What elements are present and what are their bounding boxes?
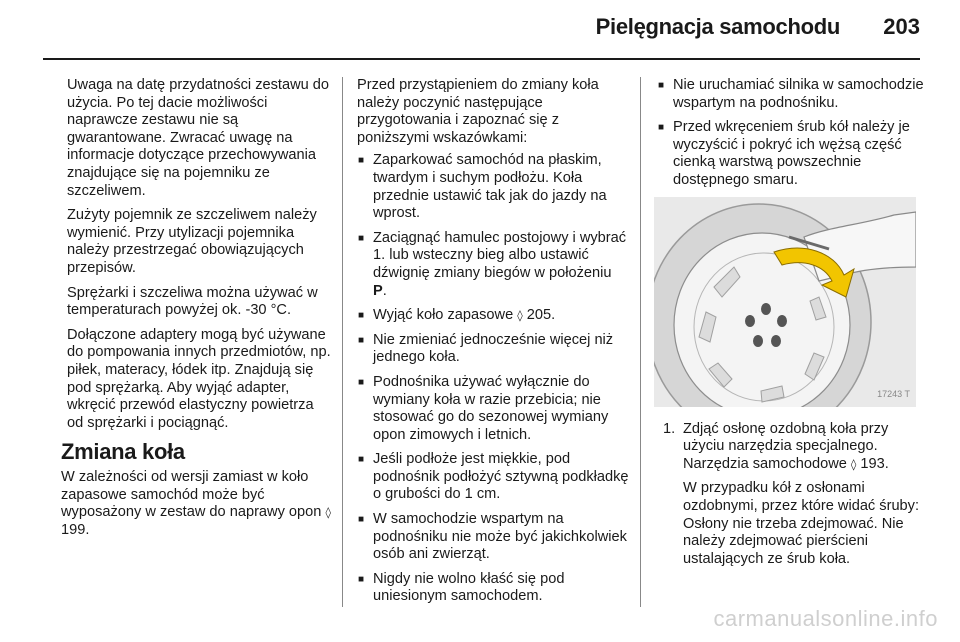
step-text: Zdjąć osłonę ozdobną koła przy użyciu narzędzia specjalnego. Narzędzia samochodowe <box>683 420 889 472</box>
preparation-list <box>357 152 629 606</box>
list-item-text: Przed wkręceniem śrub kół należy je wyczyścić i pokryć ich wężsą część cienką warstwą powszechnie dostępnego smaru. <box>673 119 910 188</box>
intro-paragraph: Przed przystąpieniem do zmiany koła należy poczynić następujące przygotowania i zapoznać się z poniższymi wskazówkami: <box>357 77 599 146</box>
step-paragraph <box>683 421 929 474</box>
gear-suffix: . <box>382 282 387 299</box>
paragraph: Uwaga na datę przydatności zestawu do użycia. Po tej dacie możliwości naprawcze zestawu nie są gwarantowane. Zwracać uwagę na informacje dotyczące przechowywania znajdujące się na pojemniku ze szczeliwem. <box>67 77 330 199</box>
list-item <box>357 511 629 564</box>
column-1 <box>61 77 333 547</box>
list-item-text: Podnośnika używać wyłącznie do wymiany koła w razie przebicia; nie stosować go do sezonowej wymiany opon zimowych i letnich. <box>373 373 609 443</box>
list-item-text: Zaparkować samochód na płaskim, twardym i suchym podłożu. Koła przednie ustawić tak jak do jazdy na wprost. <box>373 152 607 222</box>
section-text: W zależności od wersji zamiast w koło zapasowe samochód może być wyposażony w zestaw do naprawy opon <box>61 469 322 521</box>
list-item <box>357 230 629 300</box>
list-item <box>657 119 929 189</box>
list-item-text: Zaciągnąć hamulec postojowy i wybrać 1. lub wsteczny bieg albo ustawić dźwignię zmiany biegów w położeniu <box>373 229 627 281</box>
list-item <box>357 451 629 504</box>
wheel-cover-illustration <box>654 197 916 407</box>
header-divider <box>43 58 920 60</box>
list-item-text: Wyjąć koło zapasowe <box>373 307 514 324</box>
step-note: W przypadku kół z osłonami ozdobnymi, przez które widać śruby: Osłony nie trzeba zdejmować. Nie należy zdejmować pierścieni ustalających ze śrub koła. <box>683 480 920 567</box>
page-reference-link[interactable]: 205. <box>526 307 556 324</box>
list-item <box>357 307 629 325</box>
page-reference-link[interactable]: 193. <box>860 455 889 472</box>
column-3 <box>657 77 929 575</box>
list-item <box>357 374 629 444</box>
reference-icon: ◊ <box>517 309 523 323</box>
wheel-drawing <box>654 197 916 407</box>
column-2 <box>357 77 629 613</box>
step-item <box>657 421 929 569</box>
page-number: 203 <box>883 14 920 39</box>
gear-position: P <box>373 282 383 299</box>
page-header <box>0 0 960 60</box>
list-item <box>657 77 929 112</box>
list-item-text: Nie zmieniać jednocześnie więcej niż jednego koła. <box>373 331 614 366</box>
column-divider <box>342 77 343 607</box>
list-item-text: Nie uruchamiać silnika w samochodzie wspartym na podnośniku. <box>673 77 924 111</box>
col1-intro-block <box>61 77 333 432</box>
page-title: Pielęgnacja samochodu <box>595 14 840 39</box>
list-item <box>357 571 629 606</box>
section-paragraph <box>61 469 333 539</box>
reference-icon: ◊ <box>850 457 857 471</box>
page-reference-link[interactable]: 199. <box>61 522 90 539</box>
list-item-text: Jeśli podłoże jest miękkie, pod podnośnik podłożyć sztywną podkładkę o grubości do 1 cm. <box>373 451 629 503</box>
list-item-text: W samochodzie wspartym na podnośniku nie może być jakichkolwiek osób ani zwierząt. <box>373 511 627 563</box>
steps-list <box>657 421 929 569</box>
step-number: 1. <box>663 420 676 437</box>
paragraph: Zużyty pojemnik ze szczeliwem należy wymienić. Przy utylizacji pojemnika należy przestrzegać obowiązujących przepisów. <box>67 207 317 276</box>
column-divider <box>640 77 641 607</box>
figure-id: 17243 T <box>877 388 910 399</box>
paragraph: Sprężarki i szczeliwa można używać w temperaturach powyżej ok. -30 °C. <box>67 284 318 319</box>
list-item-text: Nigdy nie wolno kłaść się pod uniesionym samochodem. <box>373 570 565 605</box>
list-item <box>357 332 629 367</box>
paragraph: Dołączone adaptery mogą być używane do pompowania innych przedmiotów, np. piłek, materacy, łódek itp. Znajdują się pod sprężarką. Aby wyjąć adapter, wkręcić przewód elastyczny powietrza od sprężarki i pociągnąć. <box>67 326 331 431</box>
reference-icon: ◊ <box>325 506 331 520</box>
list-item <box>357 152 629 222</box>
warning-list <box>657 77 929 190</box>
section-heading: Zmiana koła <box>61 439 185 465</box>
watermark: carmanualsonline.info <box>713 606 938 631</box>
